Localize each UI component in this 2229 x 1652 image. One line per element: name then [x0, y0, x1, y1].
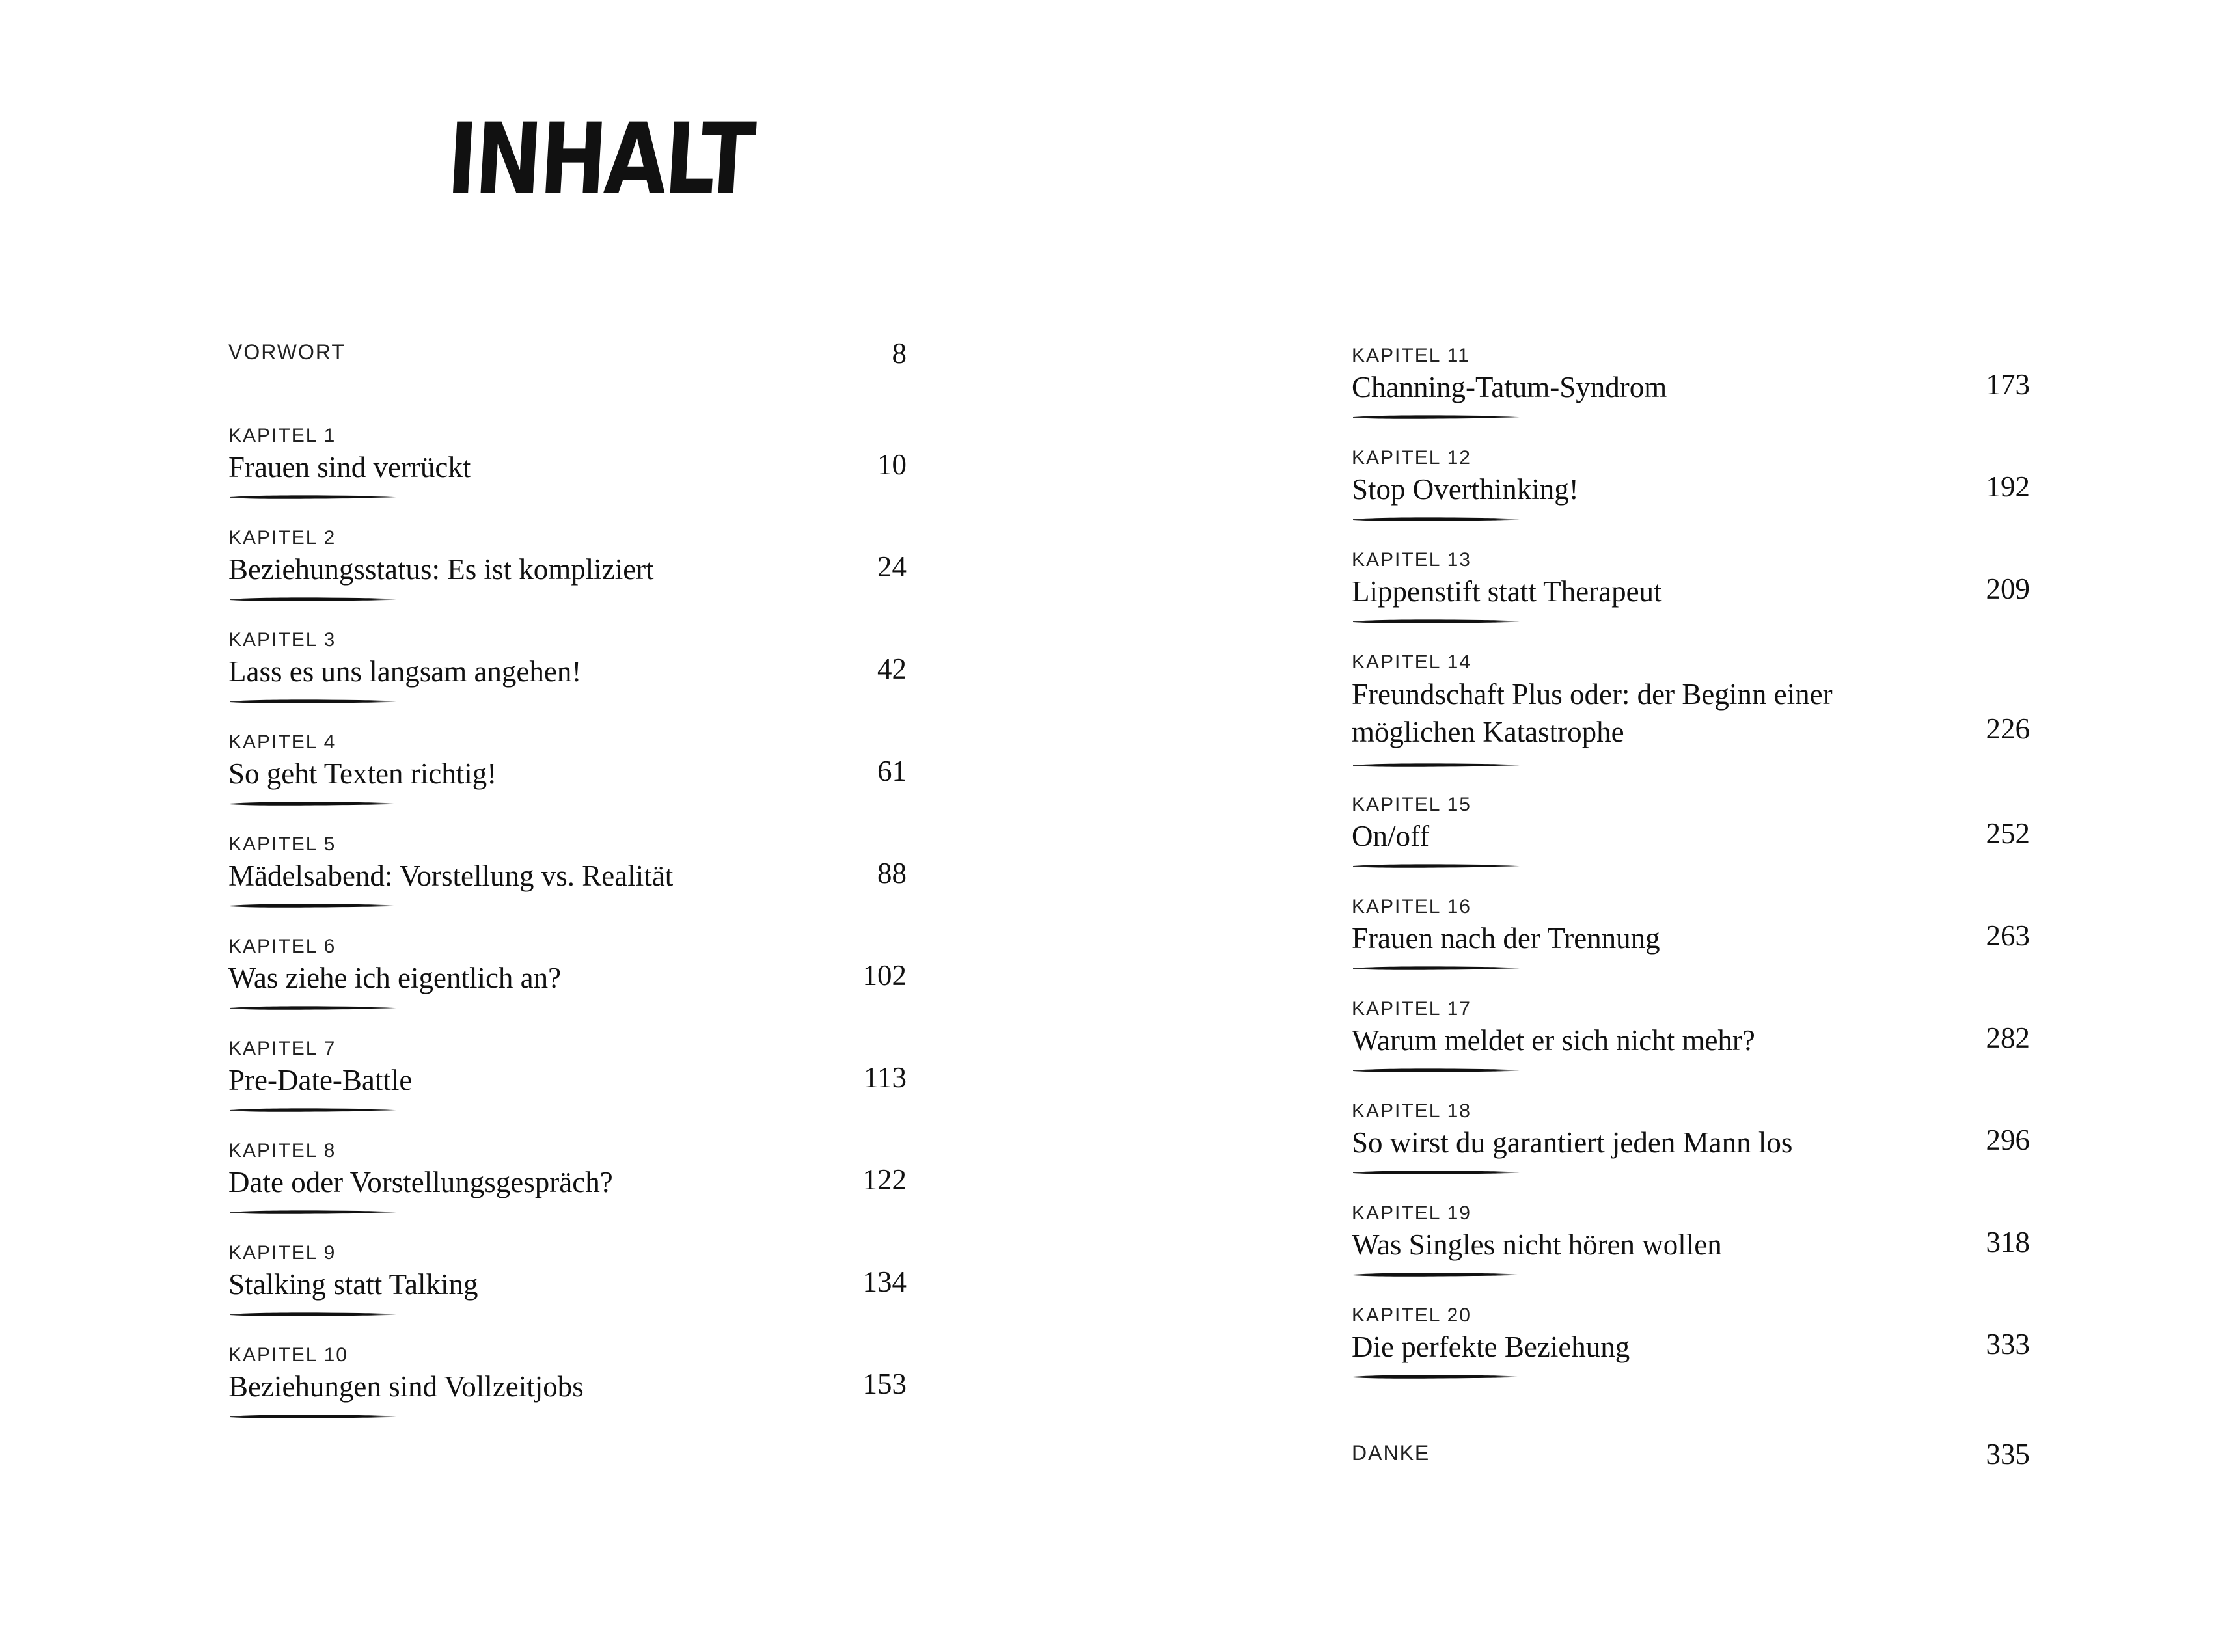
chapter-title: On/off	[1352, 820, 1430, 852]
chapter-title: Was ziehe ich eigentlich an?	[228, 962, 562, 994]
brush-divider	[228, 1004, 398, 1012]
chapter-title: Lass es uns langsam angehen!	[228, 655, 582, 688]
toc-entry[interactable]	[1352, 343, 2030, 405]
brush-divider	[1352, 413, 1521, 421]
page-number: 296	[1986, 1124, 2030, 1156]
brush-divider	[1352, 617, 1521, 625]
brush-divider	[1352, 1066, 1521, 1074]
chapter-title: Beziehungsstatus: Es ist kompliziert	[228, 553, 654, 586]
toc-entry[interactable]	[228, 627, 907, 690]
page-number: 252	[1986, 817, 2030, 850]
toc-entry-danke[interactable]	[1352, 1438, 2030, 1470]
toc-entry[interactable]	[228, 729, 907, 792]
page-number: 263	[1986, 919, 2030, 952]
brush-divider	[228, 1310, 398, 1318]
toc-entry[interactable]	[228, 1036, 907, 1098]
chapter-title: Pre-Date-Battle	[228, 1064, 413, 1096]
chapter-label: KAPITEL 16	[1352, 896, 1471, 917]
brush-divider	[228, 800, 398, 807]
page-number: 24	[877, 550, 907, 583]
page-number: 61	[877, 755, 907, 787]
chapter-title: Was Singles nicht hören wollen	[1352, 1228, 1722, 1261]
brush-divider	[228, 902, 398, 910]
brush-divider	[228, 697, 398, 705]
toc-entry[interactable]	[1352, 547, 2030, 610]
chapter-title: Die perfekte Beziehung	[1352, 1331, 1630, 1363]
toc-entry[interactable]	[1352, 445, 2030, 508]
chapter-title: So wirst du garantiert jeden Mann los	[1352, 1126, 1793, 1159]
chapter-title: Freundschaft Plus oder: der Beginn einer möglichen Katastrophe	[1352, 678, 1833, 748]
chapter-label: KAPITEL 8	[228, 1140, 336, 1161]
page-number: 335	[1986, 1438, 2030, 1470]
page-number: 226	[1986, 712, 2030, 745]
chapter-title: Stop Overthinking!	[1352, 473, 1579, 506]
brush-divider	[228, 1208, 398, 1216]
brush-divider	[228, 1413, 398, 1420]
toc-entry[interactable]	[228, 1138, 907, 1200]
toc-entry-vorwort[interactable]	[228, 337, 907, 370]
page-number: 113	[864, 1061, 907, 1094]
chapter-title: Mädelsabend: Vorstellung vs. Realität	[228, 860, 674, 892]
page-number: 282	[1986, 1022, 2030, 1054]
toc-entry[interactable]	[1352, 649, 2030, 751]
chapter-label: KAPITEL 18	[1352, 1100, 1471, 1122]
chapter-label: KAPITEL 6	[228, 936, 336, 957]
toc-entry[interactable]	[1352, 1098, 2030, 1161]
chapter-title: Date oder Vorstellungsgespräch?	[228, 1166, 613, 1198]
page-number: 42	[877, 653, 907, 685]
toc-entry[interactable]	[1352, 996, 2030, 1059]
chapter-title: Warum meldet er sich nicht mehr?	[1352, 1024, 1755, 1057]
brush-divider	[1352, 515, 1521, 523]
chapter-label: KAPITEL 13	[1352, 549, 1471, 571]
brush-divider	[1352, 964, 1521, 972]
chapter-title: Channing-Tatum-Syndrom	[1352, 371, 1667, 403]
chapter-title: Lippenstift statt Therapeut	[1352, 575, 1662, 608]
chapter-label: KAPITEL 10	[228, 1344, 348, 1366]
brush-divider	[228, 1106, 398, 1114]
page-number: 10	[877, 448, 907, 481]
chapter-label: KAPITEL 12	[1352, 447, 1471, 468]
toc-entry[interactable]	[228, 423, 907, 485]
page-number: 333	[1986, 1328, 2030, 1361]
page-number: 134	[862, 1266, 907, 1298]
page-number: 209	[1986, 573, 2030, 605]
chapter-label: KAPITEL 5	[228, 833, 336, 855]
chapter-label: KAPITEL 4	[228, 731, 336, 753]
toc-entry[interactable]	[1352, 1200, 2030, 1263]
toc-entry[interactable]	[228, 525, 907, 588]
entry-label: DANKE	[1352, 1441, 1430, 1465]
chapter-label: KAPITEL 17	[1352, 998, 1471, 1020]
chapter-title: Beziehungen sind Vollzeitjobs	[228, 1370, 584, 1403]
page-number: 122	[862, 1163, 907, 1196]
chapter-title: Stalking statt Talking	[228, 1268, 478, 1301]
brush-divider	[1352, 1169, 1521, 1176]
entry-label: VORWORT	[228, 340, 346, 364]
chapter-label: KAPITEL 2	[228, 527, 336, 548]
page-number: 8	[892, 337, 907, 370]
page-number: 88	[877, 857, 907, 889]
page-title: INHALT	[444, 103, 756, 216]
toc-entry[interactable]	[1352, 894, 2030, 956]
chapter-label: KAPITEL 7	[228, 1038, 336, 1059]
brush-divider	[1352, 1271, 1521, 1279]
page-number: 102	[862, 959, 907, 992]
chapter-title: Frauen nach der Trennung	[1352, 922, 1660, 955]
brush-divider	[228, 493, 398, 501]
page-number: 153	[862, 1368, 907, 1400]
chapter-label: KAPITEL 19	[1352, 1202, 1471, 1224]
chapter-label: KAPITEL 9	[228, 1242, 336, 1264]
chapter-label: KAPITEL 20	[1352, 1305, 1471, 1326]
brush-divider	[228, 595, 398, 603]
toc-entry[interactable]	[228, 934, 907, 996]
chapter-label: KAPITEL 3	[228, 629, 336, 651]
chapter-label: KAPITEL 1	[228, 425, 336, 446]
toc-entry[interactable]	[1352, 1303, 2030, 1365]
toc-entry[interactable]	[1352, 792, 2030, 854]
toc-entry[interactable]	[228, 1342, 907, 1405]
brush-divider	[1352, 761, 1521, 769]
page-number: 192	[1986, 470, 2030, 503]
page-number: 318	[1986, 1226, 2030, 1258]
brush-divider	[1352, 1373, 1521, 1381]
toc-entry[interactable]	[228, 1240, 907, 1303]
chapter-label: KAPITEL 11	[1352, 345, 1470, 366]
brush-divider	[1352, 862, 1521, 870]
page-number: 173	[1986, 368, 2030, 401]
chapter-label: KAPITEL 15	[1352, 794, 1471, 815]
chapter-title: Frauen sind verrückt	[228, 451, 471, 483]
toc-entry[interactable]	[228, 832, 907, 894]
chapter-label: KAPITEL 14	[1352, 651, 1471, 673]
chapter-title: So geht Texten richtig!	[228, 757, 497, 790]
